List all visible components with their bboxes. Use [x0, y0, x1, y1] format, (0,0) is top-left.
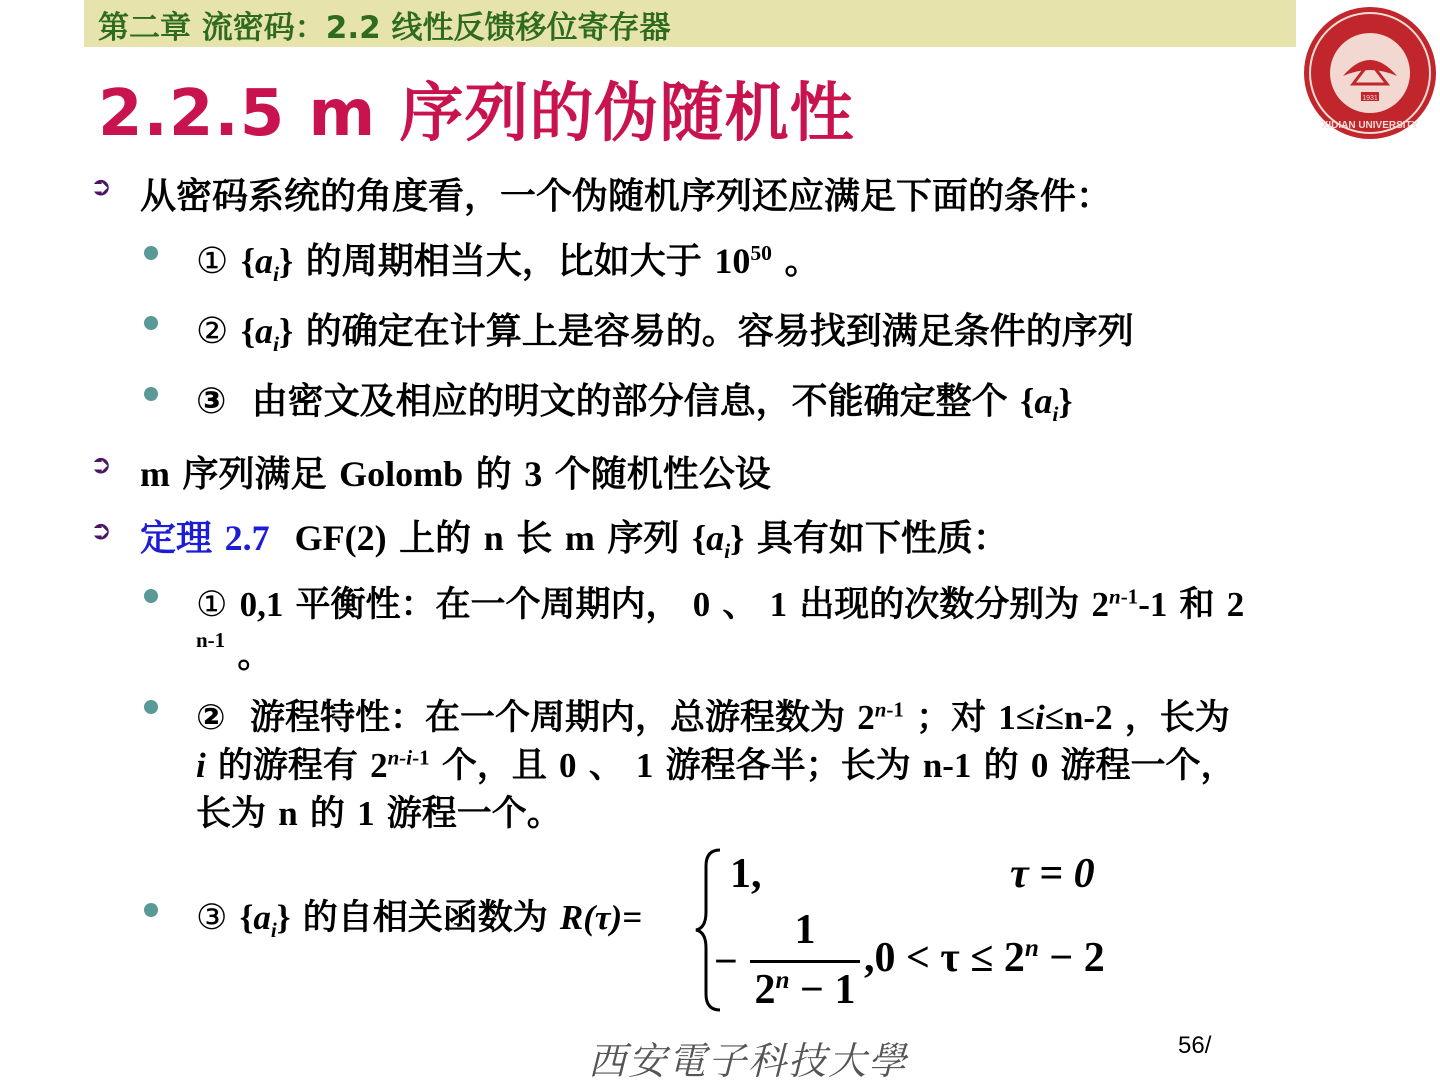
- intro-statement: 从密码系统的角度看，一个伪随机序列还应满足下面的条件：: [140, 176, 1113, 217]
- bullet-dot-icon: [144, 246, 158, 260]
- property-balance: ① 0,1 平衡性：在一个周期内， 0 、 1 出现的次数分别为 2$^{n-1}$-1 和 2: [196, 584, 1245, 625]
- case1-condition: τ = 0: [1010, 851, 1095, 897]
- svg-text:XIDIAN UNIVERSITY: XIDIAN UNIVERSITY: [1321, 120, 1419, 131]
- bullet-arrow-icon: ➲: [90, 450, 112, 480]
- case2-numerator: 1: [794, 907, 816, 953]
- svg-text:1931: 1931: [1362, 95, 1378, 102]
- golomb-statement: m 序列满足 Golomb 的 3 个随机性公设: [140, 454, 771, 495]
- autocorrelation-formula: [690, 842, 1130, 1018]
- case2-denominator: $2^n - 1$: [754, 967, 856, 1013]
- bullet-dot-icon: [144, 316, 158, 330]
- property-runs-line2: i 的游程有 2$^{n-i-1}$ 个，且 0 、 1 游程各半；长为 n-1 的 0 游程一个，: [196, 745, 1236, 786]
- case2-condition: $,0 < \tau \le 2^n - 2$: [864, 935, 1105, 981]
- bullet-arrow-icon: ➲: [90, 516, 112, 546]
- left-brace-icon: [690, 842, 730, 1018]
- condition-1: ① $\{a_i\}$ 的周期相当大，比如大于 $10^{50}$ 。: [196, 241, 821, 287]
- minus-sign: −: [714, 939, 738, 985]
- bullet-dot-icon: [144, 387, 158, 401]
- theorem-statement: 定理 2.7 GF(2) 上的 n 长 m 序列 $\{a_i\}$ 具有如下性质：: [140, 518, 1009, 564]
- condition-2: ② $\{a_i\}$ 的确定在计算上是容易的。容易找到满足条件的序列: [196, 311, 1134, 357]
- property-autocorrelation: ③ $\{a_i\}$ 的自相关函数为 R(τ)=: [196, 898, 643, 942]
- chapter-title: 第二章 流密码：2.2 线性反馈移位寄存器: [98, 10, 671, 46]
- bullet-dot-icon: [144, 589, 158, 603]
- bullet-dot-icon: [144, 700, 158, 714]
- university-seal-logo: [1301, 4, 1439, 142]
- university-calligraphy-logo: 西安電子科技大學: [588, 1039, 909, 1083]
- case1-value: 1,: [730, 851, 762, 897]
- section-title: 2.2.5 m 序列的伪随机性: [98, 77, 855, 151]
- condition-3: ③ 由密文及相应的明文的部分信息，不能确定整个 $\{a_i\}$: [196, 381, 1073, 427]
- property-runs-line3: 长为 n 的 1 游程一个。: [196, 794, 562, 834]
- property-balance-cont: $^{n-1}$ 。: [196, 628, 273, 676]
- property-runs: ② 游程特性：在一个周期内，总游程数为 2$^{n-1}$ ；对 1≤i≤n-2 ，长为: [196, 697, 1230, 738]
- bullet-dot-icon: [144, 903, 158, 917]
- bullet-arrow-icon: ➲: [90, 172, 112, 202]
- fraction-bar: [750, 960, 860, 963]
- page-number: 56/: [1178, 1032, 1212, 1059]
